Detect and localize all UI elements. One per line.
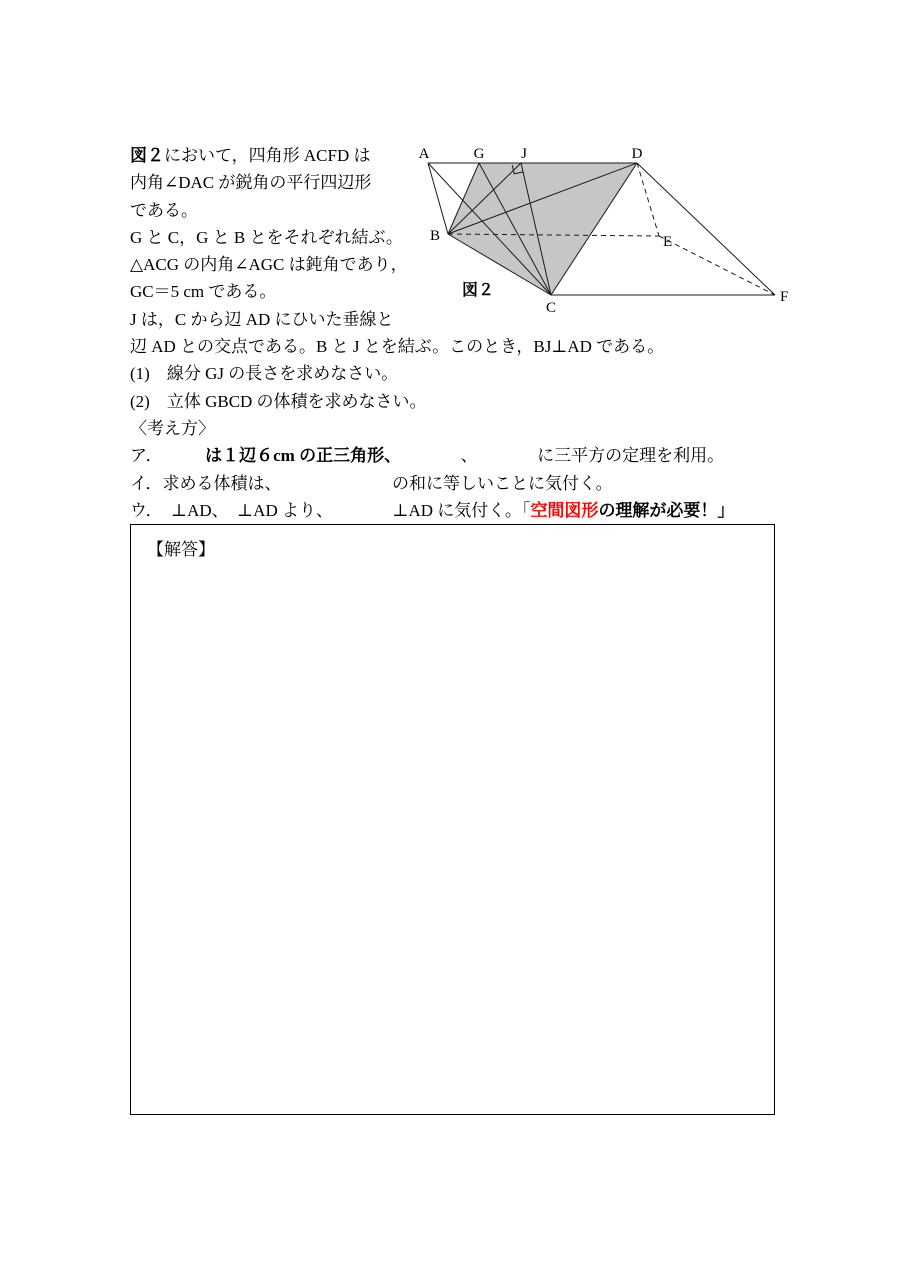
hint-c xyxy=(130,497,790,524)
figure-caption: 図２ xyxy=(462,282,495,299)
point-label-D: D xyxy=(631,146,643,162)
point-label-E: E xyxy=(663,234,673,250)
hints-header: 〈考え方〉 xyxy=(130,418,215,438)
hint-c-red-text: 空間図形 xyxy=(530,500,599,520)
hint-a xyxy=(130,442,790,469)
shaded-region-gbcd xyxy=(448,163,637,295)
answer-label: 【解答】 xyxy=(147,540,215,559)
hint-a-prefix: ア． xyxy=(130,446,206,466)
statement-line-2: 内角∠DAC が鋭角の平行四辺形 xyxy=(130,173,372,193)
point-label-B: B xyxy=(429,228,440,244)
hint-a-bold: は１辺６cm の正三角形、 xyxy=(205,446,393,466)
point-label-C: C xyxy=(545,300,557,316)
hint-c-bold: の理解が必要！」 xyxy=(598,500,735,520)
hint-b: イ．求める体積は、 の和に等しいことに気付く。 xyxy=(130,473,613,493)
statement-line-6: GC＝5 cm である。 xyxy=(130,282,277,302)
edge-DF xyxy=(637,163,775,295)
point-label-A: A xyxy=(418,146,430,162)
hint-a-rest: 、 に三平方の定理を利用。 xyxy=(392,446,725,466)
edge-EF-dashed xyxy=(659,236,775,295)
statement-line-4: G と C，G と B とをそれぞれ結ぶ。 xyxy=(130,227,403,247)
hint-c-prefix: ウ． ⊥AD、 ⊥AD より、 ⊥AD に気付く。「 xyxy=(130,500,531,520)
statement-line-8: 辺 AD との交点である。B と J とを結ぶ。このとき，BJ⊥AD である。 xyxy=(130,337,665,357)
figure-ref: 図２ xyxy=(130,146,164,165)
question-1: (1) 線分 GJ の長さを求めなさい。 xyxy=(130,364,399,384)
question-2: (2) 立体 GBCD の体積を求めなさい。 xyxy=(130,391,427,411)
point-label-G: G xyxy=(473,146,485,162)
point-label-J: J xyxy=(521,146,527,162)
answer-box xyxy=(130,524,775,1115)
statement-line-7: J は，C から辺 AD にひいた垂線と xyxy=(130,309,394,329)
statement-line-5: △ACG の内角∠AGC は鈍角であり， xyxy=(130,255,408,275)
statement-line-1-text: において，四角形 ACFD は xyxy=(164,146,371,165)
prism-figure-svg xyxy=(400,138,800,320)
point-label-F: F xyxy=(780,289,789,305)
statement-line-3: である。 xyxy=(130,200,198,220)
figure-diagram xyxy=(400,138,800,320)
